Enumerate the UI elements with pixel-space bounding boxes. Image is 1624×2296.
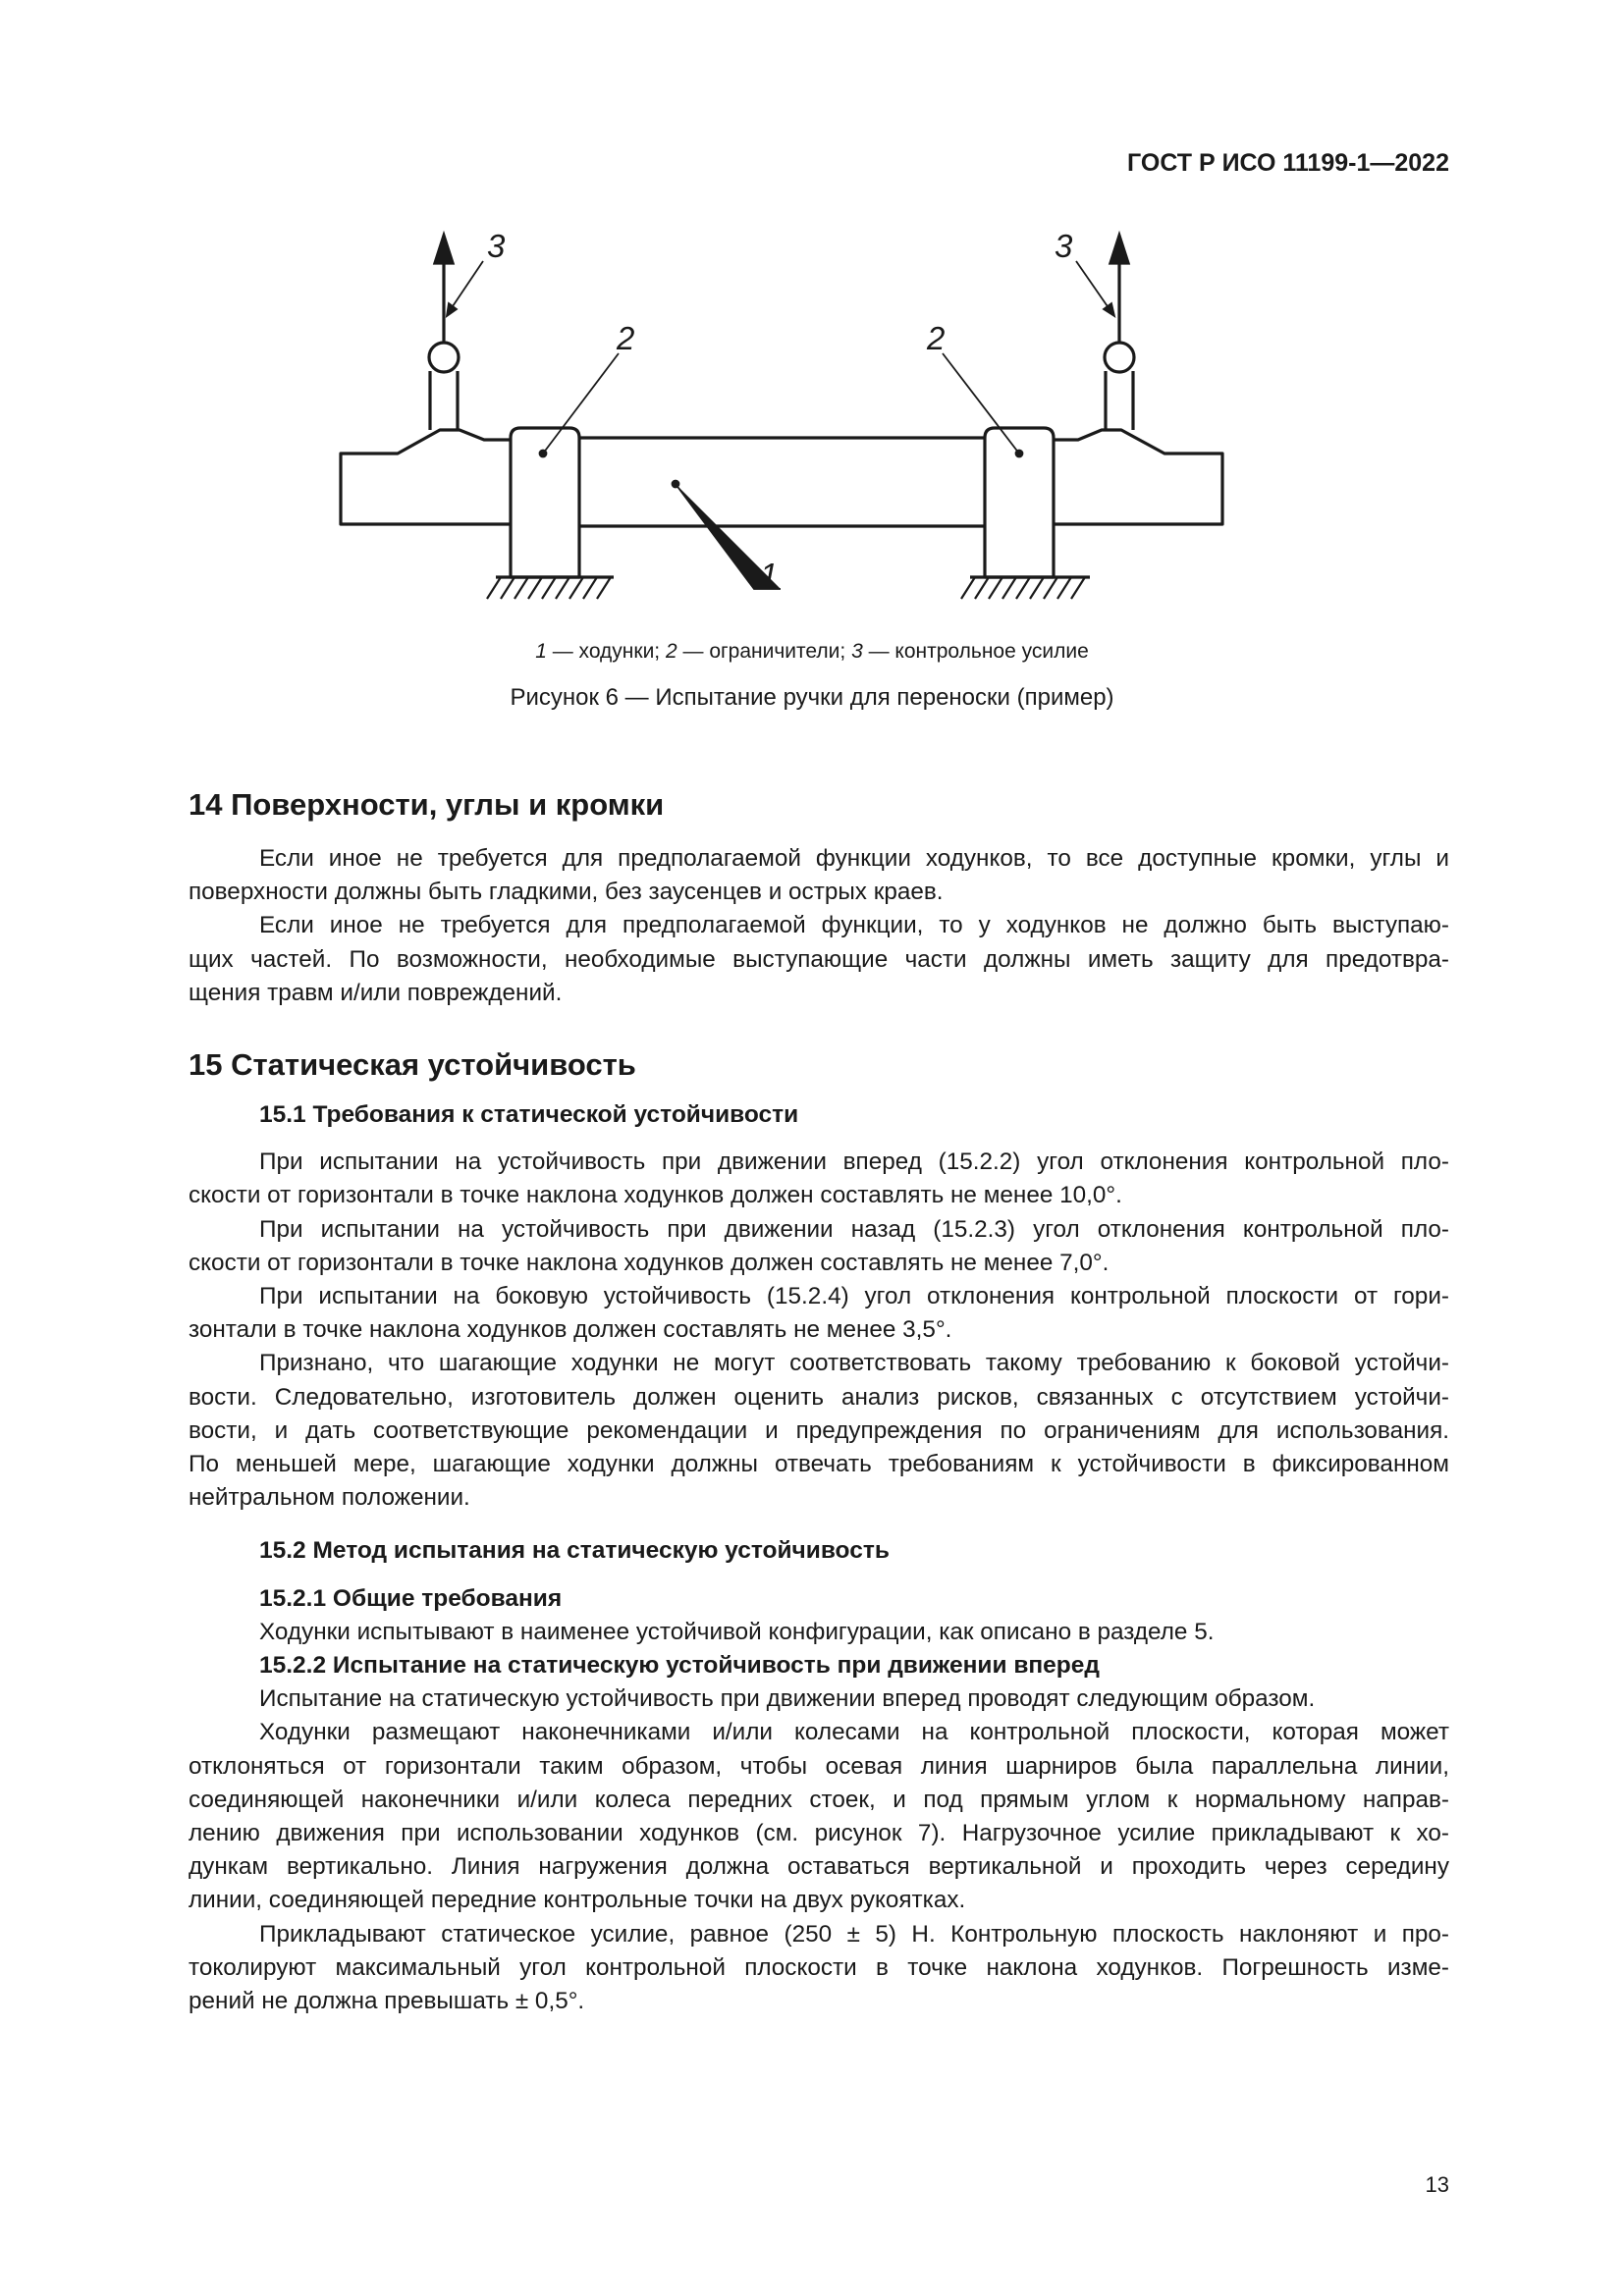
- handle-right-grip: [1105, 343, 1134, 372]
- section-15-2-2-text-line: токолируют максимальный угол контрольной плоскости в точке наклона ходунков. Погрешность изме-: [189, 1953, 1449, 1981]
- section-15-1-text-line: Признано, что шагающие ходунки не могут соответствовать такому требованию к боковой устойчи-: [259, 1350, 1449, 1377]
- section-14-text-line: Если иное не требуется для предполагаемой функции ходунков, то все доступные кромки, углы и: [259, 845, 1449, 872]
- section-15-1-text-line: При испытании на устойчивость при движении назад (15.2.3) угол отклонения контрольной пло-: [259, 1215, 1449, 1243]
- section-15-1-text-line: вости. Следовательно, изготовитель должен оценить анализ рисков, связанных с отсутствием устойчи-: [189, 1383, 1449, 1411]
- leader-3-right: [1076, 261, 1111, 312]
- section-15-2-2-text-line: рений не должна превышать ± 0,5°.: [189, 1988, 585, 2014]
- section-15-heading: 15 Статическая устойчивость: [189, 1047, 636, 1082]
- section-15-2-2-heading: 15.2.2 Испытание на статическую устойчивость при движении вперед: [259, 1652, 1100, 1679]
- section-15-1-text-line: нейтральном положении.: [189, 1484, 470, 1512]
- section-15-1-heading: 15.1 Требования к статической устойчивости: [259, 1101, 799, 1128]
- walker-right-end: [1053, 430, 1222, 524]
- page-number: 13: [1425, 2172, 1449, 2197]
- hatch-right: [961, 577, 1085, 599]
- handle-left-grip: [429, 343, 459, 372]
- handle-left: [430, 371, 458, 430]
- section-15-2-1-text-line: Ходунки испытывают в наименее устойчивой конфигурации, как описано в разделе 5.: [259, 1618, 1215, 1645]
- walker-tube: [579, 438, 985, 526]
- label-3-right: 3: [1055, 228, 1073, 264]
- section-15-2-2-text-line: линии, соединяющей передние контрольные точки на двух рукоятках.: [189, 1887, 966, 1914]
- hatch-left: [487, 577, 611, 599]
- figure-caption: Рисунок 6 — Испытание ручки для переноски (пример): [510, 684, 1114, 711]
- section-15-2-2-text-line: Ходунки размещают наконечниками и/или колесами на контрольной плоскости, которая может: [259, 1719, 1449, 1746]
- section-15-2-2-text-line: Прикладывают статическое усилие, равное (250 ± 5) Н. Контрольную плоскость наклоняют и про-: [259, 1920, 1449, 1948]
- section-15-2-2-text-line: отклоняться от горизонтали таким образом, чтобы осевая линия шарниров была параллельна линии,: [189, 1752, 1449, 1780]
- section-15-2-heading: 15.2 Метод испытания на статическую устойчивость: [259, 1537, 890, 1565]
- label-2-right: 2: [927, 320, 946, 356]
- handle-right: [1106, 371, 1133, 430]
- section-15-2-2-text-line: соединяющей наконечники и/или колеса передних стоек, и под прямым углом к нормальному направ-: [189, 1786, 1449, 1813]
- figure-legend: 1 — ходунки; 2 — ограничители; 3 — контрольное усилие: [535, 640, 1089, 663]
- force-arrowhead-right: [1110, 236, 1128, 263]
- figure-6-diagram: [0, 0, 1624, 628]
- label-3-left: 3: [487, 228, 506, 264]
- section-15-1-text-line: вости, и дать соответствующие рекомендации и предупреждения по ограничениям для использования.: [189, 1416, 1449, 1444]
- leader-3-left: [449, 261, 483, 312]
- section-15-2-2-text-line: лению движения при использовании ходунков (см. рисунок 7). Нагрузочное усилие прикладывают к хо-: [189, 1820, 1449, 1846]
- section-15-1-text-line: По меньшей мере, шагающие ходунки должны отвечать требованиям к устойчивости в фиксированном: [189, 1451, 1449, 1477]
- section-15-1-text-line: При испытании на боковую устойчивость (15.2.4) угол отклонения контрольной плоскости от гори-: [259, 1283, 1449, 1309]
- section-14-text-line: щения травм и/или повреждений.: [189, 979, 563, 1006]
- section-15-2-1-heading: 15.2.1 Общие требования: [259, 1584, 563, 1612]
- label-2-left: 2: [617, 320, 635, 356]
- label-1: 1: [760, 557, 779, 593]
- section-14-heading: 14 Поверхности, углы и кромки: [189, 787, 665, 822]
- section-14-text-line: щих частей. По возможности, необходимые выступающие части должны иметь защиту для предотвра-: [189, 945, 1449, 973]
- section-15-1-text-line: При испытании на устойчивость при движении вперед (15.2.2) угол отклонения контрольной пло-: [259, 1148, 1449, 1176]
- section-14-text-line: Если иное не требуется для предполагаемой функции, то у ходунков не должно быть выступаю-: [259, 912, 1449, 939]
- section-15-2-2-text-line: дункам вертикально. Линия нагружения должна оставаться вертикальной и проходить через середину: [189, 1853, 1449, 1881]
- document-code: ГОСТ Р ИСО 11199-1—2022: [1127, 149, 1449, 177]
- section-15-1-text-line: скости от горизонтали в точке наклона ходунков должен составлять не менее 10,0°.: [189, 1182, 1122, 1209]
- section-15-1-text-line: зонтали в точке наклона ходунков должен составлять не менее 3,5°.: [189, 1316, 952, 1344]
- walker-left-end: [341, 430, 511, 524]
- force-arrowhead-left: [435, 236, 453, 263]
- section-15-2-2-text-line: Испытание на статическую устойчивость при движении вперед проводят следующим образом.: [259, 1685, 1316, 1713]
- section-14-text-line: поверхности должны быть гладкими, без заусенцев и острых краев.: [189, 879, 944, 906]
- section-15-1-text-line: скости от горизонтали в точке наклона ходунков должен составлять не менее 7,0°.: [189, 1249, 1110, 1276]
